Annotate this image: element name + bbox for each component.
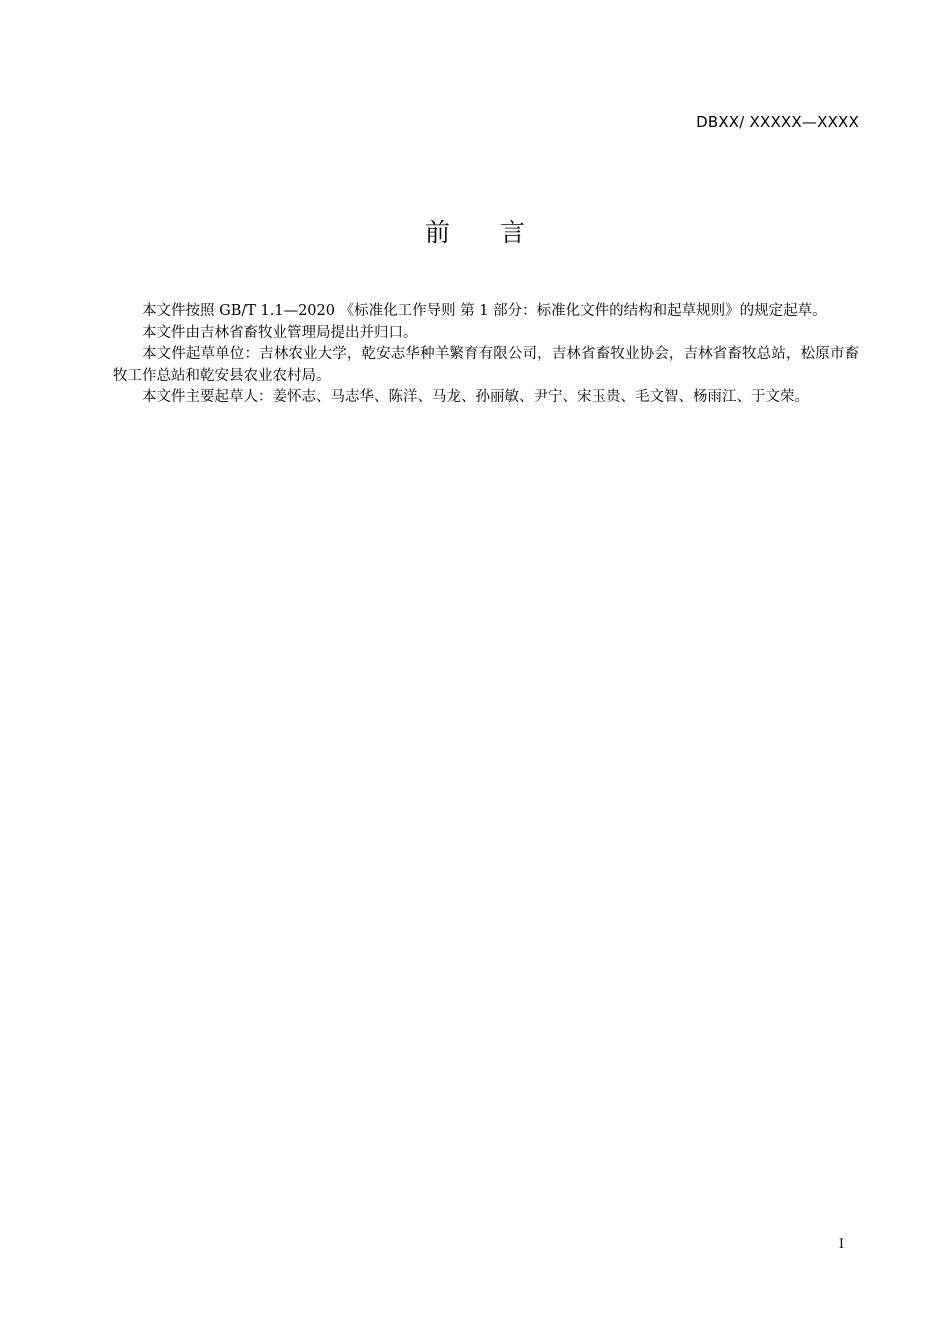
paragraph-drafting-basis: 本文件按照 GB/T 1.1—2020 《标准化工作导则 第 1 部分：标准化文件的结构和起草规则》的规定起草。	[142, 303, 827, 319]
page-title	[0, 213, 950, 249]
title-char-2: 言	[500, 218, 526, 247]
foreword-body	[113, 301, 859, 409]
paragraph-drafting-units: 本文件起草单位：吉林农业大学，乾安志华种羊繁育有限公司，吉林省畜牧业协会，吉林省畜牧总站，松原市畜牧工作总站和乾安县农业农村局。	[113, 346, 859, 384]
document-code: DBXX/ XXXXX—XXXX	[696, 113, 859, 131]
page-number: I	[838, 1237, 844, 1252]
paragraph-proposer: 本文件由吉林省畜牧业管理局提出并归口。	[142, 324, 418, 341]
paragraph-drafters: 本文件主要起草人：姜怀志、马志华、陈洋、马龙、孙丽敏、尹宁、宋玉贵、毛文智、杨雨江、于文荣。	[142, 389, 809, 405]
title-char-1: 前	[424, 218, 450, 247]
